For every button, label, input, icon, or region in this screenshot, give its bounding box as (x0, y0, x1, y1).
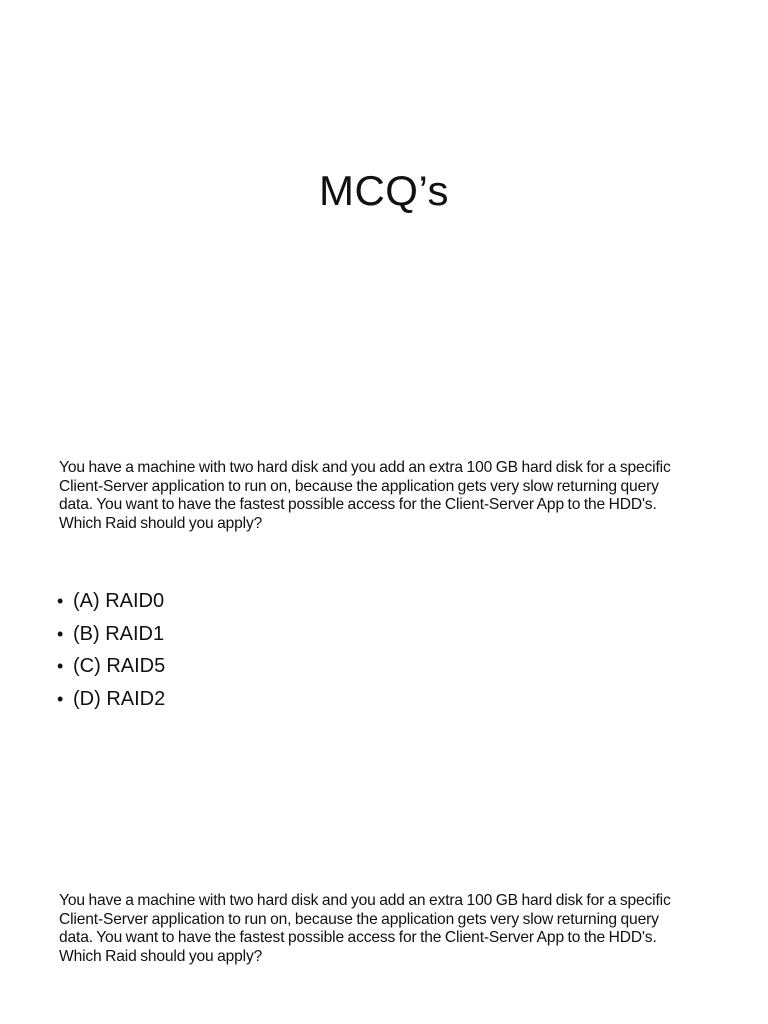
question-line: You have a machine with two hard disk and you add an extra 100 GB hard disk for a specific (59, 892, 671, 909)
answer-option-a (57, 585, 165, 618)
bullet-icon: • (57, 591, 64, 611)
bullet-icon: • (57, 656, 64, 676)
answer-option-label: (B) RAID1 (73, 622, 165, 645)
question-line: You have a machine with two hard disk and you add an extra 100 GB hard disk for a specific (59, 459, 671, 476)
bullet-icon: • (57, 688, 64, 709)
question-line: Which Raid should you apply? (59, 947, 263, 965)
page-title: MCQ’s (318, 167, 450, 214)
question-line: data. You want to have the fastest possible access for the Client-Server App to the HDD's. (59, 929, 657, 946)
question-line: Which Raid should you apply? (59, 514, 263, 532)
question-line: Client-Server application to run on, because the application gets very slow returning query (59, 477, 659, 495)
answer-option-b (57, 618, 165, 651)
answer-option-label: (A) RAID0 (73, 590, 165, 612)
question-text-repeat (59, 892, 709, 966)
answer-option-d (57, 683, 165, 716)
answer-option-c (57, 650, 165, 683)
bullet-icon: • (57, 623, 64, 644)
question-line: Client-Server application to run on, because the application gets very slow returning query (59, 910, 659, 928)
answer-option-label: (D) RAID2 (73, 687, 166, 710)
question-text (59, 459, 709, 533)
question-line: data. You want to have the fastest possible access for the Client-Server App to the HDD's. (59, 496, 657, 513)
answer-option-label: (C) RAID5 (73, 655, 166, 677)
answer-options-list (57, 585, 165, 715)
